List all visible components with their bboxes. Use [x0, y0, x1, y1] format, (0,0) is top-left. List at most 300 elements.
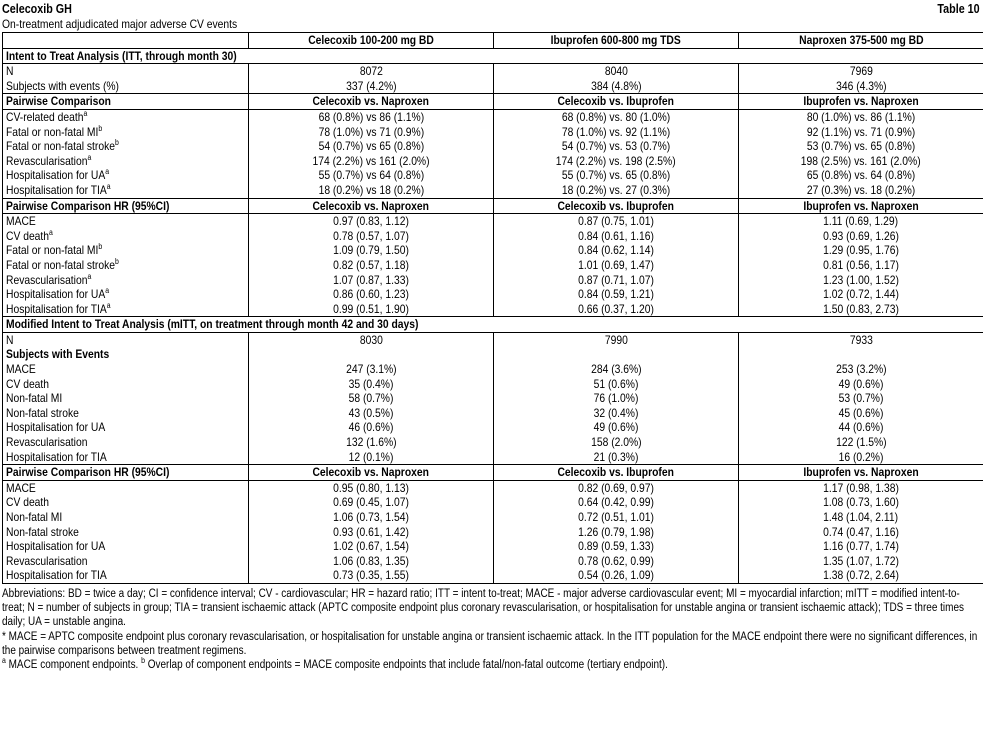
cell-value: Ibuprofen vs. Naproxen — [803, 94, 919, 109]
cell-line — [742, 362, 980, 377]
cell-value: CV death — [6, 495, 50, 510]
cell-line — [497, 568, 735, 583]
cell-line — [6, 347, 245, 362]
section-title-row — [3, 317, 983, 333]
cell-value: 0.99 (0.51, 1.90) — [333, 301, 409, 316]
cell-line — [497, 154, 735, 169]
cell-line — [6, 49, 980, 64]
cell-line — [742, 125, 980, 140]
cell-text — [839, 420, 884, 435]
cell-line — [497, 510, 735, 525]
section-title-row — [3, 48, 983, 64]
cell-line — [252, 539, 490, 554]
itt-pairwise-labels — [3, 109, 249, 198]
cell-value: Revascularisation — [6, 553, 88, 568]
cell-line — [6, 214, 245, 229]
cell-line — [252, 450, 490, 465]
cell-line — [6, 420, 245, 435]
comparison-header — [249, 198, 494, 214]
cell-text — [594, 377, 639, 392]
cell-value: 78 (1.0%) vs 71 (0.9%) — [318, 124, 424, 139]
itt-counts-row — [3, 64, 983, 94]
cell-line — [742, 554, 980, 569]
mitt-hr-labels — [3, 480, 249, 583]
cell-text — [823, 229, 899, 244]
cell-line — [742, 154, 980, 169]
cell-text — [333, 495, 409, 510]
cell-value: Pairwise Comparison HR (95%CI) — [6, 465, 170, 480]
mitt-hr-ibu-vs-nap — [739, 480, 983, 583]
cell-value: Revascularisation — [6, 272, 88, 287]
cell-text — [6, 391, 62, 406]
cell-text — [349, 377, 394, 392]
footnote-marker: a — [105, 167, 110, 177]
cell-text — [6, 539, 105, 554]
cell-line — [6, 317, 980, 332]
cell-line — [252, 495, 490, 510]
cell-line — [252, 465, 490, 480]
cell-line — [497, 302, 735, 317]
cell-line — [6, 94, 245, 109]
comparison-header-label — [3, 198, 249, 214]
footnote-a-mark: a — [2, 656, 6, 666]
cell-line — [742, 481, 980, 496]
cell-value: 0.84 (0.59, 1.21) — [578, 287, 654, 302]
cell-value: 0.87 (0.71, 1.07) — [578, 272, 654, 287]
cell-line — [497, 333, 735, 348]
cell-line — [742, 258, 980, 273]
cell-value: 49 (0.6%) — [593, 420, 639, 435]
cell-line — [252, 554, 490, 569]
comparison-header — [494, 94, 739, 110]
cell-line — [6, 139, 245, 154]
mitt-section-title — [3, 317, 983, 333]
cell-value: Modified Intent to Treat Analysis (mITT, on treatment through month 42 and 30 days) — [6, 317, 419, 332]
cell-text — [591, 435, 641, 450]
cell-value: 1.26 (0.79, 1.98) — [578, 524, 654, 539]
cell-value: 1.38 (0.72, 2.64) — [823, 568, 899, 583]
cell-line — [497, 79, 735, 94]
cell-text — [312, 154, 429, 169]
cell-value: 384 (4.8%) — [590, 78, 642, 93]
cell-text — [578, 568, 654, 583]
cell-text — [333, 287, 409, 302]
itt-hr-header-row — [3, 198, 983, 214]
cell-value: CV-related death — [6, 109, 84, 124]
cell-value: MACE — [6, 480, 36, 495]
cell-text — [349, 406, 394, 421]
cell-value: 44 (0.6%) — [838, 420, 884, 435]
cell-line — [6, 199, 245, 214]
cell-text — [318, 110, 424, 125]
cell-line — [252, 420, 490, 435]
cell-value: MACE — [6, 362, 36, 377]
cell-text — [578, 525, 654, 540]
cell-value: N — [6, 64, 14, 79]
cell-line — [252, 214, 490, 229]
comparison-header-label — [3, 465, 249, 481]
cell-value: Celecoxib vs. Naproxen — [312, 94, 430, 109]
document-title: Celecoxib GH — [2, 2, 72, 16]
cell-line — [252, 481, 490, 496]
cell-text — [6, 554, 87, 569]
cell-text — [6, 183, 111, 198]
cell-text — [346, 79, 396, 94]
cell-text — [6, 49, 237, 64]
comparison-header — [739, 94, 983, 110]
cell-text — [836, 435, 886, 450]
cell-line — [742, 214, 980, 229]
cell-line — [497, 481, 735, 496]
cell-text — [360, 64, 383, 79]
cell-line — [497, 465, 735, 480]
cell-text — [6, 362, 36, 377]
cell-text — [349, 420, 394, 435]
header-cell-empty — [3, 33, 249, 49]
cell-line — [742, 199, 980, 214]
cell-text — [823, 568, 899, 583]
cell-line — [742, 510, 980, 525]
cell-line — [6, 168, 245, 183]
cell-text — [578, 214, 654, 229]
cell-text — [333, 525, 409, 540]
cell-text — [850, 333, 873, 348]
cell-line — [497, 243, 735, 258]
cell-value: 51 (0.6%) — [593, 376, 639, 391]
cell-line — [497, 168, 735, 183]
column-header-row — [3, 33, 983, 49]
cell-line — [742, 79, 980, 94]
cell-value: Hospitalisation for TIA — [6, 182, 107, 197]
cell-value: Revascularisation — [6, 153, 88, 168]
cell-value: Fatal or non-fatal stroke — [6, 257, 115, 272]
cell-value: 27 (0.3%) vs. 18 (0.2%) — [806, 182, 916, 197]
cell-text — [6, 510, 62, 525]
cell-text — [578, 302, 654, 317]
cell-value: 54 (0.7%) vs 65 (0.8%) — [318, 139, 424, 154]
itt-counts-naproxen — [739, 64, 983, 94]
cell-line — [252, 33, 490, 48]
column-header — [494, 33, 739, 49]
cell-value: 132 (1.6%) — [345, 435, 397, 450]
cell-value: Non-fatal stroke — [6, 524, 79, 539]
comparison-header — [494, 198, 739, 214]
cell-line — [497, 495, 735, 510]
cell-value: 7990 — [604, 332, 628, 347]
cell-line — [252, 510, 490, 525]
cell-text — [6, 199, 169, 214]
mitt-hr-block — [3, 480, 983, 583]
cell-value: 0.86 (0.60, 1.23) — [333, 287, 409, 302]
cell-line — [742, 302, 980, 317]
cell-value: 0.84 (0.61, 1.16) — [578, 228, 654, 243]
cell-value: Naproxen 375-500 mg BD — [798, 33, 924, 47]
cell-text — [578, 481, 654, 496]
cell-text — [6, 420, 105, 435]
cell-value: Hospitalisation for TIA — [6, 449, 107, 464]
cell-value: N — [6, 332, 14, 347]
cell-line — [497, 391, 735, 406]
itt-hr-block — [3, 214, 983, 317]
cell-text — [578, 287, 654, 302]
cell-value: 0.93 (0.69, 1.26) — [823, 228, 899, 243]
cell-text — [370, 347, 373, 362]
cell-text — [594, 391, 639, 406]
cell-line — [6, 554, 245, 569]
cell-line — [742, 539, 980, 554]
cell-value: 53 (0.7%) vs. 65 (0.8%) — [806, 139, 916, 154]
cell-value: MACE — [6, 214, 36, 229]
itt-hr-labels — [3, 214, 249, 317]
cell-text — [823, 243, 899, 258]
cell-text — [6, 110, 87, 125]
cell-text — [551, 33, 681, 48]
cell-line — [742, 229, 980, 244]
itt-counts-ibuprofen — [494, 64, 739, 94]
cell-text — [556, 154, 676, 169]
cell-text — [6, 94, 111, 109]
cell-line — [497, 539, 735, 554]
cell-line — [497, 377, 735, 392]
cell-line — [252, 125, 490, 140]
cell-value: Non-fatal MI — [6, 510, 63, 524]
cell-line — [742, 168, 980, 183]
footnote-a-text: MACE component endpoints. — [5, 658, 142, 671]
cell-value: 253 (3.2%) — [835, 362, 887, 377]
cell-text — [6, 79, 119, 94]
mitt-event-values — [494, 332, 739, 464]
cell-text — [836, 362, 886, 377]
cell-value: 92 (1.1%) vs. 71 (0.9%) — [806, 124, 916, 139]
cell-line — [6, 273, 245, 288]
mitt-events-block — [3, 332, 983, 464]
cell-line — [742, 139, 980, 154]
footnote-marker: b — [98, 123, 103, 133]
cell-line — [252, 273, 490, 288]
cell-line — [252, 229, 490, 244]
cell-value: 1.17 (0.98, 1.38) — [823, 480, 899, 495]
cell-line — [252, 302, 490, 317]
cell-text — [839, 377, 884, 392]
cell-line — [6, 154, 245, 169]
footnote-marker: b — [98, 242, 103, 252]
cell-text — [6, 317, 418, 332]
cell-value: 0.73 (0.35, 1.55) — [333, 568, 409, 583]
cell-text — [558, 94, 674, 109]
cell-line — [252, 568, 490, 583]
cell-value: 0.72 (0.51, 1.01) — [578, 510, 654, 524]
cell-line — [6, 183, 245, 198]
cell-value: 68 (0.8%) vs. 80 (1.0%) — [561, 109, 671, 124]
cell-line — [252, 525, 490, 540]
cell-text — [313, 465, 429, 480]
cell-value: 32 (0.4%) — [593, 405, 639, 420]
cell-line — [252, 64, 490, 79]
cell-value: 21 (0.3%) — [593, 449, 639, 464]
cell-text — [6, 465, 169, 480]
cell-text — [318, 168, 424, 183]
cell-value: 0.87 (0.75, 1.01) — [578, 214, 654, 229]
cell-value: 158 (2.0%) — [590, 435, 642, 450]
cell-text — [558, 199, 674, 214]
cell-line — [497, 258, 735, 273]
cell-text — [807, 139, 915, 154]
cell-line — [6, 287, 245, 302]
cell-line — [6, 110, 245, 125]
cell-value: 1.16 (0.77, 1.74) — [823, 539, 899, 554]
cell-line — [252, 333, 490, 348]
itt-hr-cel-vs-ibu — [494, 214, 739, 317]
cell-value: 1.23 (1.00, 1.52) — [823, 272, 899, 287]
cell-text — [360, 333, 383, 348]
cell-text — [318, 125, 424, 140]
cell-value: 7969 — [849, 64, 873, 79]
cell-line — [742, 465, 980, 480]
cell-value: 45 (0.6%) — [838, 405, 884, 420]
cell-value: 122 (1.5%) — [835, 435, 887, 450]
cell-text — [6, 435, 87, 450]
cell-value: Non-fatal stroke — [6, 405, 79, 420]
cell-line — [742, 94, 980, 109]
cell-value: 80 (1.0%) vs. 86 (1.1%) — [806, 109, 916, 124]
cell-value: 8072 — [359, 64, 383, 79]
footnote-superscripts — [2, 658, 982, 672]
cell-text — [823, 539, 899, 554]
cell-text — [6, 243, 102, 258]
cell-text — [824, 214, 899, 229]
footnote-marker: a — [106, 181, 111, 191]
cell-line — [742, 377, 980, 392]
cell-text — [333, 258, 409, 273]
cell-text — [803, 199, 918, 214]
cell-line — [252, 168, 490, 183]
cell-text — [6, 568, 107, 583]
cell-line — [6, 258, 245, 273]
cell-text — [558, 465, 674, 480]
cell-text — [803, 94, 918, 109]
cell-text — [839, 406, 884, 421]
cell-text — [591, 362, 641, 377]
cell-value: Celecoxib 100-200 mg BD — [308, 33, 434, 47]
cell-text — [6, 302, 111, 317]
cell-value: Subjects with events (%) — [6, 78, 119, 93]
cell-line — [252, 377, 490, 392]
cell-value: CV death — [6, 376, 50, 391]
cell-line — [252, 154, 490, 169]
cell-line — [6, 33, 245, 48]
cell-text — [333, 273, 409, 288]
cell-value: 35 (0.4%) — [348, 376, 394, 391]
cell-line — [742, 420, 980, 435]
cell-text — [860, 347, 863, 362]
cell-line — [497, 64, 735, 79]
cell-value: 53 (0.7%) — [838, 391, 884, 406]
cell-line — [742, 333, 980, 348]
cell-text — [6, 347, 109, 362]
cell-line — [252, 183, 490, 198]
cell-line — [497, 214, 735, 229]
cell-line — [742, 110, 980, 125]
cell-text — [6, 229, 53, 244]
footnote-marker: a — [87, 271, 92, 281]
cell-text — [6, 333, 13, 348]
cell-value: 78 (1.0%) vs. 92 (1.1%) — [561, 124, 671, 139]
cell-value: 247 (3.1%) — [345, 362, 397, 377]
cell-value: CV death — [6, 228, 50, 243]
cell-line — [742, 347, 980, 362]
cv-events-table — [2, 32, 983, 584]
cell-line — [497, 229, 735, 244]
cell-text — [346, 435, 396, 450]
cell-line — [252, 243, 490, 258]
cell-line — [6, 302, 245, 317]
cell-line — [497, 420, 735, 435]
cell-line — [497, 406, 735, 421]
cell-line — [742, 406, 980, 421]
cell-line — [497, 110, 735, 125]
cell-value: 1.01 (0.69, 1.47) — [578, 257, 654, 272]
cell-line — [252, 287, 490, 302]
cell-line — [252, 258, 490, 273]
cell-text — [333, 539, 409, 554]
itt-pairwise-cel-vs-ibu — [494, 109, 739, 198]
cell-value: 54 (0.7%) vs. 53 (0.7%) — [561, 139, 671, 154]
cell-text — [6, 214, 36, 229]
column-header — [739, 33, 983, 49]
cell-text — [349, 450, 394, 465]
cell-value: 1.06 (0.73, 1.54) — [333, 510, 409, 524]
cell-value: 0.82 (0.69, 0.97) — [578, 480, 654, 495]
cell-text — [346, 362, 396, 377]
cell-text — [823, 481, 899, 496]
cell-value: 18 (0.2%) vs 18 (0.2%) — [318, 182, 424, 197]
cell-line — [6, 391, 245, 406]
cell-text — [333, 214, 409, 229]
cell-text — [562, 168, 670, 183]
cell-text — [839, 450, 884, 465]
cell-text — [333, 481, 409, 496]
cell-line — [6, 539, 245, 554]
cell-line — [497, 94, 735, 109]
cell-value: 65 (0.8%) vs. 64 (0.8%) — [806, 168, 916, 183]
cell-value: 16 (0.2%) — [838, 449, 884, 464]
cell-line — [497, 183, 735, 198]
cell-text — [823, 495, 899, 510]
cell-text — [333, 243, 409, 258]
cell-text — [578, 510, 654, 525]
cell-text — [308, 33, 434, 48]
comparison-header-label — [3, 94, 249, 110]
mitt-event-labels — [3, 332, 249, 464]
cell-text — [594, 420, 639, 435]
cell-value: Intent to Treat Analysis (ITT, through month 30) — [6, 48, 237, 63]
cell-text — [591, 79, 641, 94]
cell-value: Celecoxib vs. Ibuprofen — [557, 198, 675, 213]
cell-text — [594, 406, 639, 421]
mitt-event-values — [739, 332, 983, 464]
cell-line — [6, 450, 245, 465]
cell-value: 0.78 (0.62, 0.99) — [578, 553, 654, 568]
cell-text — [578, 273, 654, 288]
footnote-marker: a — [106, 300, 111, 310]
cell-line — [6, 525, 245, 540]
footnote-b-text: Overlap of component endpoints = MACE composite endpoints that include fatal/non-fatal outcome (tertiary endpoint). — [144, 658, 668, 671]
cell-value: 0.64 (0.42, 0.99) — [578, 495, 654, 510]
cell-text — [615, 347, 618, 362]
cell-value: 1.48 (1.04, 2.11) — [823, 510, 899, 524]
cell-value: 1.09 (0.79, 1.50) — [333, 243, 409, 258]
cell-line — [742, 33, 980, 48]
